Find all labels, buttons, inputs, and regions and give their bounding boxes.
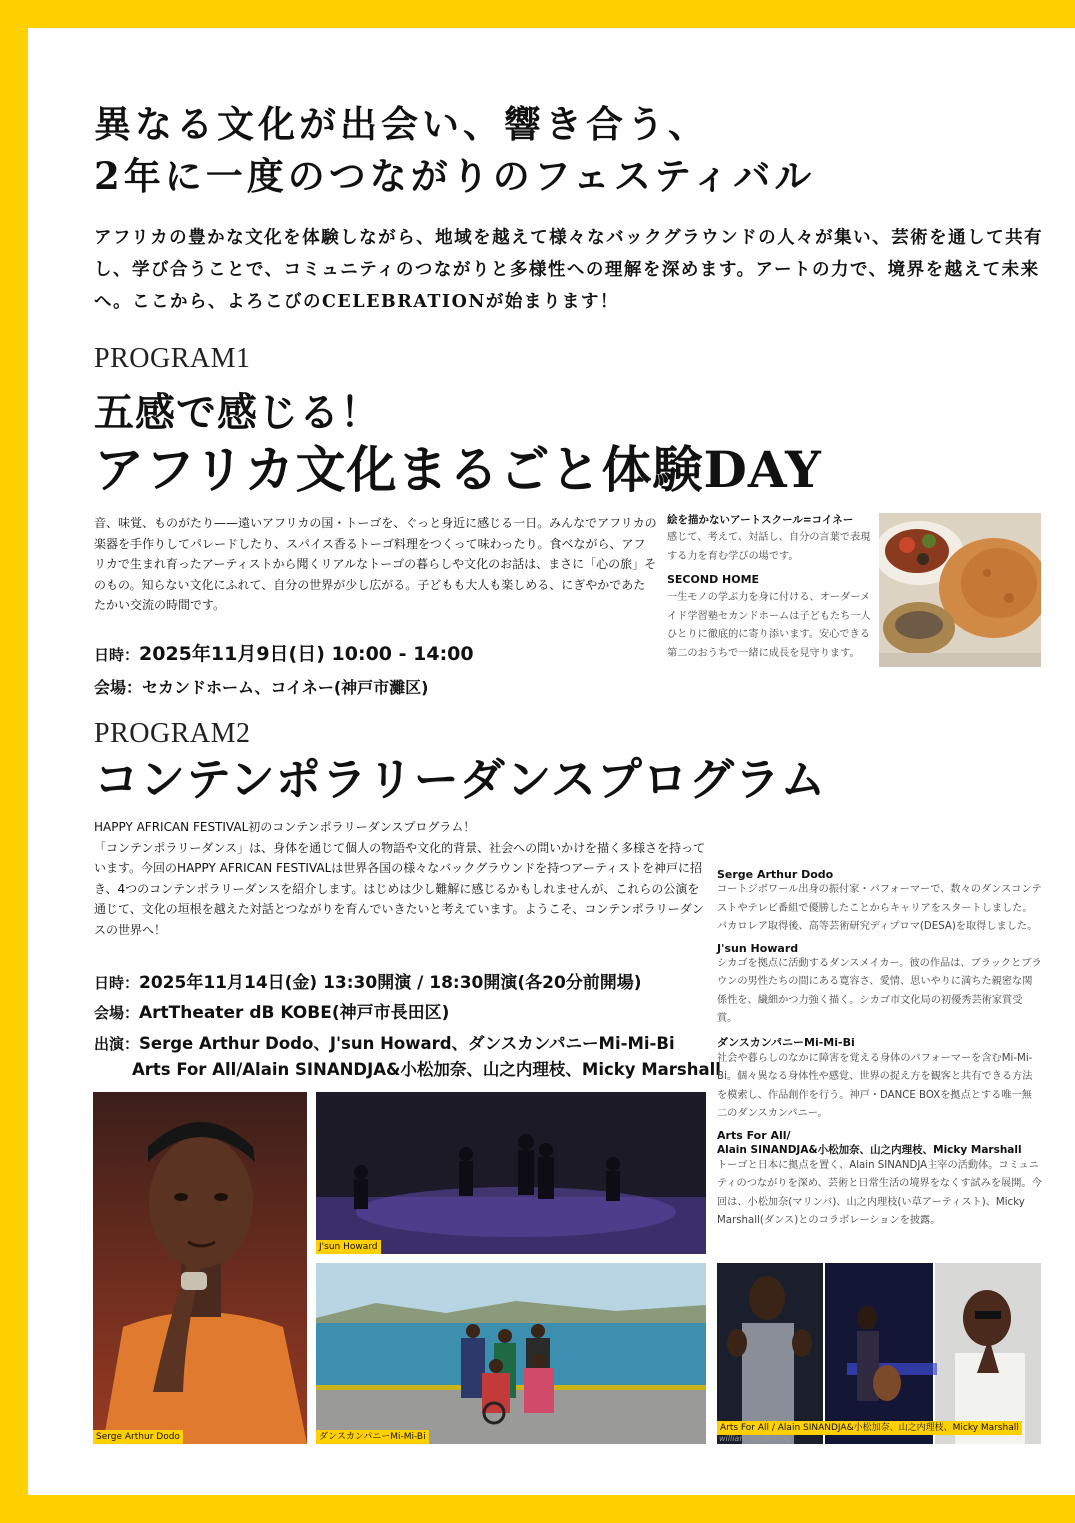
artsforall-photo (717, 1263, 1041, 1444)
program2-date (94, 970, 642, 997)
program1-label: PROGRAM1 (94, 343, 251, 374)
program2-date-label: 日時： (94, 974, 140, 992)
program1-venue-value: セカンドホーム、コイネー(神戸市灘区) (142, 678, 429, 697)
program1-date-label: 日時： (94, 646, 140, 664)
program2-date-value: 2025年11月14日(金) 13:30開演 / 18:30開演(各20分前開場) (139, 973, 642, 993)
program1-body: 音、味覚、ものがたり——遠いアフリカの国・トーゴを、ぐっと身近に感じる一日。みんなでアフリカの楽器を手作りしてパレードしたり、スパイス香るトーゴ料理をつくって味わったり。食べながら、アフリカで生まれ育ったアーティストから聞くリアルなトーゴの暮らしや文化のお話は、まさに「心の旅」そのもの。知らない文化にふれて、自分の世界が少し広がる。子どもも大人も楽しめる、にぎやかであたたかい交流の時間です。 (94, 516, 657, 612)
artsforall-collage-illustration (717, 1263, 1041, 1444)
program2-cast (94, 1031, 721, 1083)
side2-text: 一生モノの学ぶ力を身に付ける、オーダーメイド学習塾セカンドホームは子どもたち一人ひとりに徹底的に寄り添います。安心できる第二のおうちで一緒に成長を見守ります。 (667, 592, 871, 659)
program2-venue (94, 1000, 449, 1027)
artist-item (717, 868, 1042, 937)
headline (94, 98, 815, 202)
food-photo (879, 513, 1041, 667)
program2-cast-label: 出演： (94, 1035, 140, 1053)
artsforall-caption: Arts For All / Alain SINANDJA&小松加奈、山之内理枝、Micky Marshall (717, 1421, 1022, 1435)
intro-text: アフリカの豊かな文化を体験しながら、地域を越えて様々なバックグラウンドの人々が集い、芸術を通して共有し、学び合うことで、コミュニティのつながりと多様性への理解を深めます。アートの力で、境界を越えて未来へ。ここから、よろこびのCELEBRATIONが始まります！ (94, 228, 1044, 312)
program1-venue-label: 会場： (94, 678, 143, 697)
artist-item (717, 942, 1042, 1029)
program1-venue (94, 674, 428, 701)
program2-title: コンテンポラリーダンスプログラム (94, 753, 827, 806)
jsun-caption: J'sun Howard (316, 1240, 381, 1254)
mimibi-photo (316, 1263, 706, 1444)
program2-body-text: 「コンテンポラリーダンス」は、身体を通じて個人の物語や文化的背景、社会への問いかけを描く多様さを持っています。今回のHAPPY AFRICAN FESTIVALは世界各国の様々なバックグラウンドを持つアーティストを神戸に招き、4つのコンテンポラリーダンスを紹介します。はじめは少し難解に感じるかもしれませんが、これらの公演を通じて、文化の垣根を越えた対話とつながりを育んでいきたいと考えています。ようこそ、コンテンポラリーダンスの世界へ！ (94, 840, 706, 937)
artist-item (717, 1034, 1042, 1124)
program2-venue-label: 会場： (94, 1004, 140, 1022)
artist-name: J'sun Howard (717, 941, 799, 955)
food-photo-illustration (879, 513, 1041, 667)
mimibi-harbor-illustration (316, 1263, 706, 1444)
side2-title: SECOND HOME (667, 573, 760, 586)
serge-portrait-illustration (93, 1092, 307, 1444)
artist-name: ダンスカンパニーMi-Mi-Bi (717, 1035, 855, 1049)
headline-line-1: 異なる文化が出会い、響き合う、 (94, 102, 709, 146)
artist-list (717, 868, 1042, 1231)
side1-title: 絵を描かないアートスクール=コイネー (667, 514, 854, 526)
serge-caption: Serge Arthur Dodo (93, 1430, 183, 1444)
jsun-photo (316, 1092, 706, 1254)
jsun-stage-illustration (316, 1092, 706, 1254)
headline-line-2: 2年に一度のつながりのフェスティバル (94, 154, 816, 198)
program1-title-line2: アフリカ文化まるごと体験DAY (94, 440, 822, 499)
artist-name-2: Alain SINANDJA&小松加奈、山之内理枝、Micky Marshall (717, 1143, 1022, 1156)
artist-desc: シカゴを拠点に活動するダンスメイカー。彼の作品は、ブラックとブラウンの男性たちの間にある寛容さ、愛情、思いやりに満ちた親密な関係性を、繊細かつ力強く描く。シカゴ市文化局の初優秀芸術家賞受賞。 (717, 957, 1042, 1024)
side1-text: 感じて、考えて、対話し、自分の言葉で表現する力を育む学びの場です。 (667, 532, 871, 562)
mimibi-caption: ダンスカンパニーMi-Mi-Bi (316, 1430, 429, 1444)
program2-cast-line2: Arts For All/Alain SINANDJA&小松加奈、山之内理枝、Micky Marshall (132, 1060, 721, 1079)
serge-photo (93, 1092, 307, 1444)
program2-venue-value: ArtTheater dB KOBE(神戸市長田区) (139, 1003, 450, 1023)
artist-desc: 社会や暮らしのなかに障害を覚える身体のパフォーマーを含むMi-Mi-Bi。個々異なる身体性や感覚、世界の捉え方を観客と共有できる方法を模索し、作品創作を行う。神戸・DANCE BOXを拠点とする唯一無二のダンスカンパニー。 (717, 1052, 1033, 1119)
artist-desc: コートジボワール出身の振付家・パフォーマーで、数々のダンスコンテストやテレビ番組で優勝したことからキャリアをスタートしました。バカロレア取得後、高等芸術研究ディプロマ(DESA)を取得しました。 (717, 884, 1042, 932)
photo-credit: william frederking (719, 1434, 791, 1443)
artist-desc: トーゴと日本に拠点を置く、Alain SINANDJA主宰の活動体。コミュニティのつながりを深め、芸術と日常生活の境界をなくす試みを展開。今回は、小松加奈(マリンバ)、山之内理枝(い草アーティスト)、Micky Marshall(ダンス)とのコラボレーションを披露。 (717, 1159, 1042, 1226)
program1-date (94, 641, 474, 669)
artist-item (717, 1129, 1042, 1231)
program2-cast-line1: Serge Arthur Dodo、J'sun Howard、ダンスカンパニーMi-Mi-Bi (139, 1034, 675, 1053)
program2-body (94, 817, 706, 940)
program2-body-line1: HAPPY AFRICAN FESTIVAL初のコンテンポラリーダンスプログラム！ (94, 820, 476, 834)
program1-date-value: 2025年11月9日(日) 10:00 - 14:00 (139, 643, 474, 665)
program1-title-line1: 五感で感じる！ (94, 389, 381, 436)
program1-side (667, 512, 872, 663)
program2-label: PROGRAM2 (94, 718, 251, 749)
artist-name: Serge Arthur Dodo (717, 868, 834, 881)
artist-name: Arts For All/ (717, 1128, 791, 1142)
